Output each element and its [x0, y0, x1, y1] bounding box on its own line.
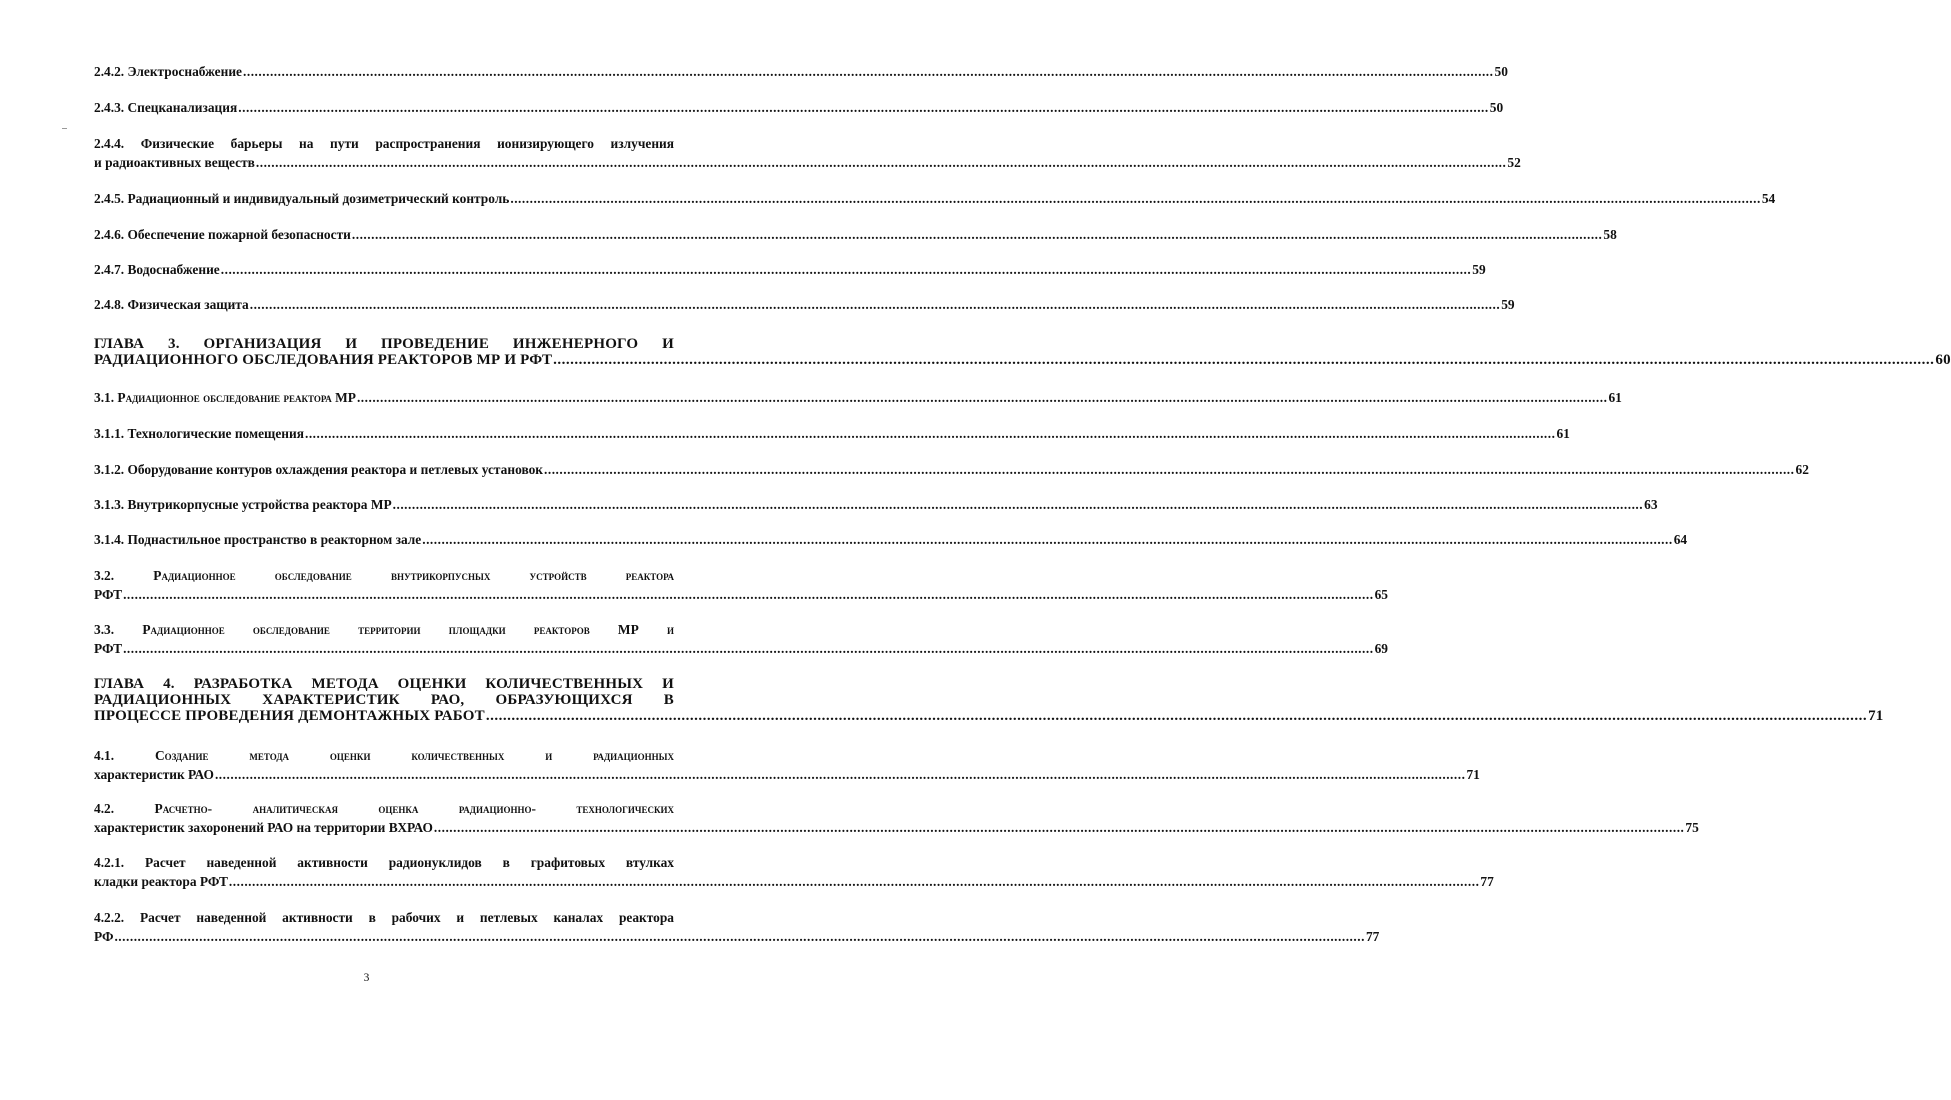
toc-chapter-4[interactable] [94, 676, 1884, 724]
chapter-title-line1: ГЛАВА 4. РАЗРАБОТКА МЕТОДА ОЦЕНКИ КОЛИЧЕСТВЕННЫХ И [94, 676, 674, 692]
toc-entry-4-2-2[interactable] [94, 908, 1380, 946]
toc-entry-page: 50 [1489, 100, 1504, 115]
toc-entry-title-line2: РФТ [94, 641, 123, 656]
toc-entry-2-4-7[interactable] [94, 260, 1486, 279]
dot-leader [305, 424, 1556, 443]
chapter-title-line3: ПРОЦЕССЕ ПРОВЕДЕНИЯ ДЕМОНТАЖНЫХ РАБОТ [94, 708, 485, 724]
dot-leader [238, 98, 1489, 117]
chapter-title-line1: ГЛАВА 3. ОРГАНИЗАЦИЯ И ПРОВЕДЕНИЕ ИНЖЕНЕРНОГО И [94, 336, 674, 352]
dot-leader [357, 388, 1608, 407]
dot-leader [229, 872, 1480, 891]
toc-entry-page: 61 [1556, 426, 1570, 441]
dot-leader [123, 639, 1374, 658]
toc-entry-page: 62 [1795, 462, 1809, 477]
dot-leader [422, 530, 1673, 549]
toc-entry-title-line2: кладки реактора РФТ [94, 874, 228, 889]
dot-leader [544, 460, 1795, 479]
toc-entry-page: 71 [1466, 767, 1480, 782]
toc-entry-page: 54 [1761, 191, 1776, 206]
toc-entry-title: 3.1. Радиационное обследование реактора МР [94, 390, 356, 405]
chapter-title-line2: РАДИАЦИОННОГО ОБСЛЕДОВАНИЯ РЕАКТОРОВ МР И РФТ [94, 352, 553, 368]
dot-leader [250, 295, 1501, 314]
toc-entry-title-line1: 4.2.2. Расчет наведенной активности в рабочих и петлевых каналах реактора [94, 910, 674, 925]
toc-entry-page: 75 [1685, 820, 1699, 835]
toc-entry-title-line1: 2.4.4. Физические барьеры на пути распространения ионизирующего излучения [94, 136, 674, 151]
toc-entry-title: 2.4.3. Спецканализация [94, 100, 238, 115]
toc-entry-title: 2.4.7. Водоснабжение [94, 262, 220, 277]
toc-entry-3-1-1[interactable] [94, 424, 1570, 443]
toc-entry-page: 63 [1644, 497, 1658, 512]
toc-entry-page: 50 [1494, 64, 1508, 79]
toc-entry-title: 2.4.6. Обеспечение пожарной безопасности [94, 227, 351, 242]
toc-entry-3-1-4[interactable] [94, 530, 1688, 549]
page-number: 3 [363, 972, 370, 984]
dot-leader [256, 153, 1507, 172]
toc-entry-title-line1: 4.2.1. Расчет наведенной активности радионуклидов в графитовых втулках [94, 855, 674, 870]
dot-leader [434, 818, 1685, 837]
dot-leader [393, 495, 1644, 514]
toc-entry-2-4-4[interactable] [94, 134, 1521, 172]
toc-entry-4-1[interactable] [94, 746, 1480, 784]
dot-leader [243, 62, 1494, 81]
toc-entry-page: 71 [1868, 708, 1884, 724]
toc-entry-page: 65 [1374, 587, 1388, 602]
toc-entry-title: 3.1.3. Внутрикорпусные устройства реактора МР [94, 497, 392, 512]
toc-entry-title-line2: характеристик захоронений РАО на территории ВХРАО [94, 820, 433, 835]
toc-entry-3-1-3[interactable] [94, 495, 1658, 514]
toc-entry-3-1[interactable] [94, 388, 1622, 407]
toc-entry-title: 3.1.2. Оборудование контуров охлаждения реактора и петлевых установок [94, 462, 543, 477]
toc-entry-page: 59 [1472, 262, 1486, 277]
toc-entry-2-4-2[interactable] [94, 62, 1508, 81]
toc-entry-3-2[interactable] [94, 566, 1388, 604]
toc-entry-page: 77 [1480, 874, 1494, 889]
toc-entry-title-line1: 3.2. Радиационное обследование внутрикорпусных устройств реактора [94, 568, 674, 583]
dot-leader [221, 260, 1472, 279]
scan-speck [62, 128, 67, 129]
toc-entry-page: 64 [1673, 532, 1688, 547]
toc-entry-page: 61 [1608, 390, 1622, 405]
dot-leader [510, 189, 1761, 208]
toc-entry-title: 3.1.1. Технологические помещения [94, 426, 304, 441]
toc-entry-title: 2.4.2. Электроснабжение [94, 64, 243, 79]
toc-entry-title: 2.4.5. Радиационный и индивидуальный дозиметрический контроль [94, 191, 510, 206]
dot-leader [486, 708, 1867, 724]
toc-entry-title-line1: 4.2. Расчетно- аналитическая оценка радиационно- технологических [94, 801, 674, 816]
toc-entry-title-line2: характеристик РАО [94, 767, 214, 782]
toc-entry-4-2[interactable] [94, 799, 1699, 837]
toc-entry-title: 3.1.4. Поднастильное пространство в реакторном зале [94, 532, 422, 547]
toc-entry-2-4-5[interactable] [94, 189, 1776, 208]
toc-entry-page: 69 [1374, 641, 1388, 656]
toc-entry-title: 2.4.8. Физическая защита [94, 297, 249, 312]
dot-leader [352, 225, 1603, 244]
toc-entry-4-2-1[interactable] [94, 853, 1494, 891]
toc-entry-title-line2: и радиоактивных веществ [94, 155, 255, 170]
dot-leader [215, 765, 1466, 784]
toc-entry-3-1-2[interactable] [94, 460, 1809, 479]
toc-entry-title-line2: РФ [94, 929, 114, 944]
dot-leader [123, 585, 1374, 604]
toc-chapter-3[interactable] [94, 336, 1951, 368]
toc-entry-page: 59 [1501, 297, 1515, 312]
toc-entry-title-line1: 3.3. Радиационное обследование территории площадки реакторов МР и [94, 622, 674, 637]
toc-entry-page: 52 [1507, 155, 1521, 170]
dot-leader [114, 927, 1365, 946]
toc-entry-title-line2: РФТ [94, 587, 123, 602]
toc-entry-2-4-6[interactable] [94, 225, 1617, 244]
toc-entry-page: 77 [1365, 929, 1380, 944]
toc-entry-2-4-3[interactable] [94, 98, 1504, 117]
dot-leader [553, 352, 1934, 368]
toc-entry-page: 58 [1603, 227, 1617, 242]
toc-entry-2-4-8[interactable] [94, 295, 1515, 314]
toc-entry-title-line1: 4.1. Создание метода оценки количественных и радиационных [94, 748, 674, 763]
toc-entry-3-3[interactable] [94, 620, 1388, 658]
toc-entry-page: 60 [1935, 352, 1951, 368]
chapter-title-line2: РАДИАЦИОННЫХ ХАРАКТЕРИСТИК РАО, ОБРАЗУЮЩИХСЯ В [94, 692, 674, 708]
